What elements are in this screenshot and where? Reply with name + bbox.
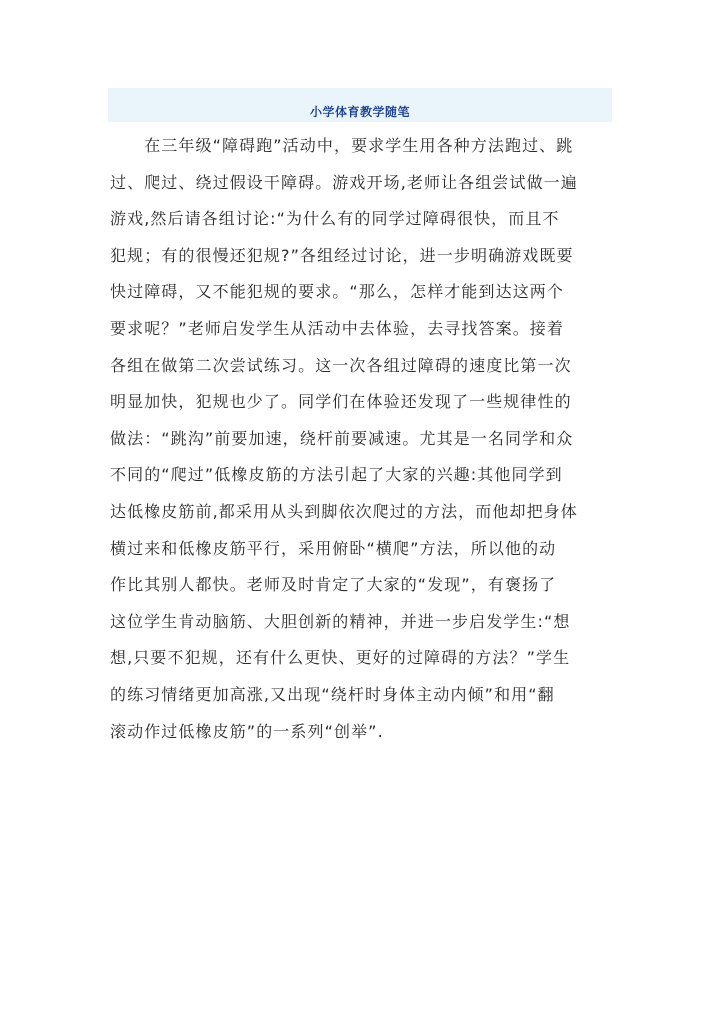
paragraph-line: 滚动作过低橡皮筋”的一系列“创举”.: [110, 721, 384, 741]
paragraph-line: 达低橡皮筋前,都采用从头到脚依次爬过的方法，而他却把身体: [110, 501, 578, 521]
paragraph-line: 要求呢？”老师启发学生从活动中去体验，去寻找答案。接着: [110, 318, 564, 338]
body-paragraph: [110, 128, 612, 750]
paragraph-line: 明显加快，犯规也少了。同学们在体验还发现了一些规律性的: [110, 392, 572, 412]
paragraph-line: 的练习情绪更加高涨,又出现“绕杆时身体主动内倾”和用“翻: [110, 684, 555, 704]
title-banner: [108, 88, 612, 122]
document-title: 小学体育教学随笔: [309, 105, 410, 119]
paragraph-line: 快过障碍，又不能犯规的要求。“那么，怎样才能到达这两个: [110, 282, 564, 302]
paragraph-line: 过、爬过、绕过假设干障碍。游戏开场,老师让各组尝试做一遍: [110, 172, 578, 192]
paragraph-line: 犯规；有的很慢还犯规?”各组经过讨论，进一步明确游戏既要: [110, 245, 574, 265]
paragraph-line: 不同的“爬过”低橡皮筋的方法引起了大家的兴趣:其他同学到: [110, 465, 563, 485]
paragraph-line: 游戏,然后请各组讨论:“为什么有的同学过障碍很快，而且不: [110, 209, 560, 229]
paragraph-line: 作比其别人都快。老师及时肯定了大家的“发现”，有褒扬了: [110, 575, 557, 595]
paragraph-line: 做法：“跳沟”前要加速，绕杆前要减速。尤其是一名同学和众: [110, 428, 574, 448]
paragraph-line: 想,只要不犯规，还有什么更快、更好的过障碍的方法？”学生: [110, 648, 571, 668]
paragraph-line: 在三年级“障碍跑”活动中，要求学生用各种方法跑过、跳: [110, 136, 574, 155]
paragraph-line: 各组在做第二次尝试练习。这一次各组过障碍的速度比第一次: [110, 355, 572, 375]
paragraph-line: 这位学生肯动脑筋、大胆创新的精神，并进一步启发学生:“想: [110, 611, 571, 631]
paragraph-line: 横过来和低橡皮筋平行，采用俯卧“横爬”方法，所以他的动: [110, 538, 557, 558]
